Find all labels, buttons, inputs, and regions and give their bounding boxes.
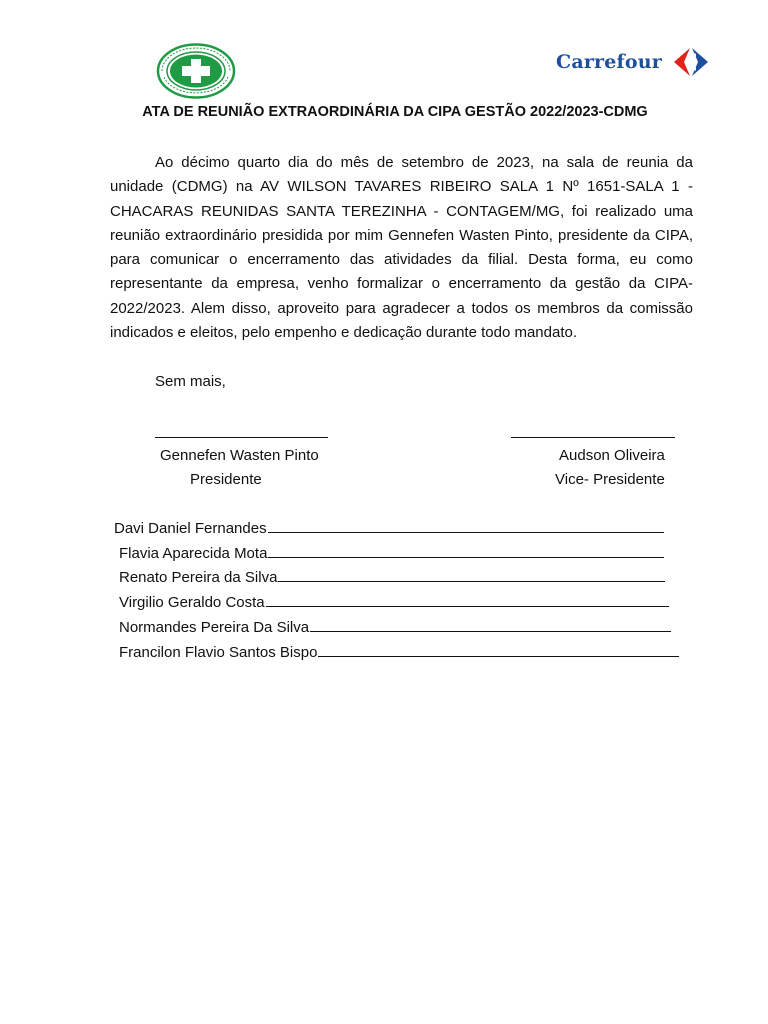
carrefour-c-icon: [670, 46, 712, 78]
member-name: Virgilio Geraldo Costa: [119, 594, 265, 611]
member-row: [114, 519, 664, 537]
member-row: [119, 643, 679, 661]
signature-line-vice-president: [511, 437, 675, 438]
document-title: ATA DE REUNIÃO EXTRAORDINÁRIA DA CIPA GESTÃO 2022/2023-CDMG: [142, 104, 648, 120]
signature-role-president: Presidente: [190, 471, 262, 488]
member-signature-line: [278, 568, 665, 582]
member-name: Flavia Aparecida Mota: [119, 545, 268, 562]
member-signature-line: [318, 643, 679, 657]
member-name: Francilon Flavio Santos Bispo: [119, 644, 318, 661]
carrefour-wordmark: Carrefour: [556, 51, 663, 73]
member-name: Davi Daniel Fernandes: [114, 520, 267, 537]
carrefour-logo: [556, 44, 712, 80]
member-row: [119, 544, 664, 562]
closing-text: Sem mais,: [155, 373, 226, 390]
signature-name-vice-president: Audson Oliveira: [559, 447, 665, 464]
minutes-paragraph: [110, 151, 693, 345]
member-signature-line: [268, 544, 664, 558]
member-name: Renato Pereira da Silva: [119, 569, 278, 586]
signature-name-president: Gennefen Wasten Pinto: [160, 447, 319, 464]
member-row: [119, 593, 669, 611]
member-signature-line: [310, 618, 671, 632]
cipa-logo: [156, 43, 236, 99]
signature-role-vice-president: Vice- Presidente: [555, 471, 665, 488]
green-cross-seal-icon: [156, 43, 236, 99]
member-signature-line: [268, 519, 664, 533]
member-signature-line: [266, 593, 669, 607]
member-row: [119, 568, 665, 586]
signature-line-president: [155, 437, 328, 438]
member-row: [119, 618, 671, 636]
member-name: Normandes Pereira Da Silva: [119, 619, 310, 636]
paragraph-text: Ao décimo quarto dia do mês de setembro de 2023, na sala de reunia da unidade (CDMG) na AV WILSON TAVARES RIBEIRO SALA 1 Nº 1651-SALA 1 - CHACARAS REUNIDAS SANTA TEREZINHA - CONTAGEM/MG, foi realizado uma reunião extraordinário presidida por mim Gennefen Wasten Pinto, presidente da CIPA, para comunicar o encerramento das atividades da filial. Desta forma, eu como representante da empresa, venho formalizar o encerramento da gestão da CIPA-2022/2023. Alem disso, aproveito para agradecer a todos os membros da comissão indicados e eleitos, pelo empenho e dedicação durante todo mandato.: [110, 154, 693, 342]
